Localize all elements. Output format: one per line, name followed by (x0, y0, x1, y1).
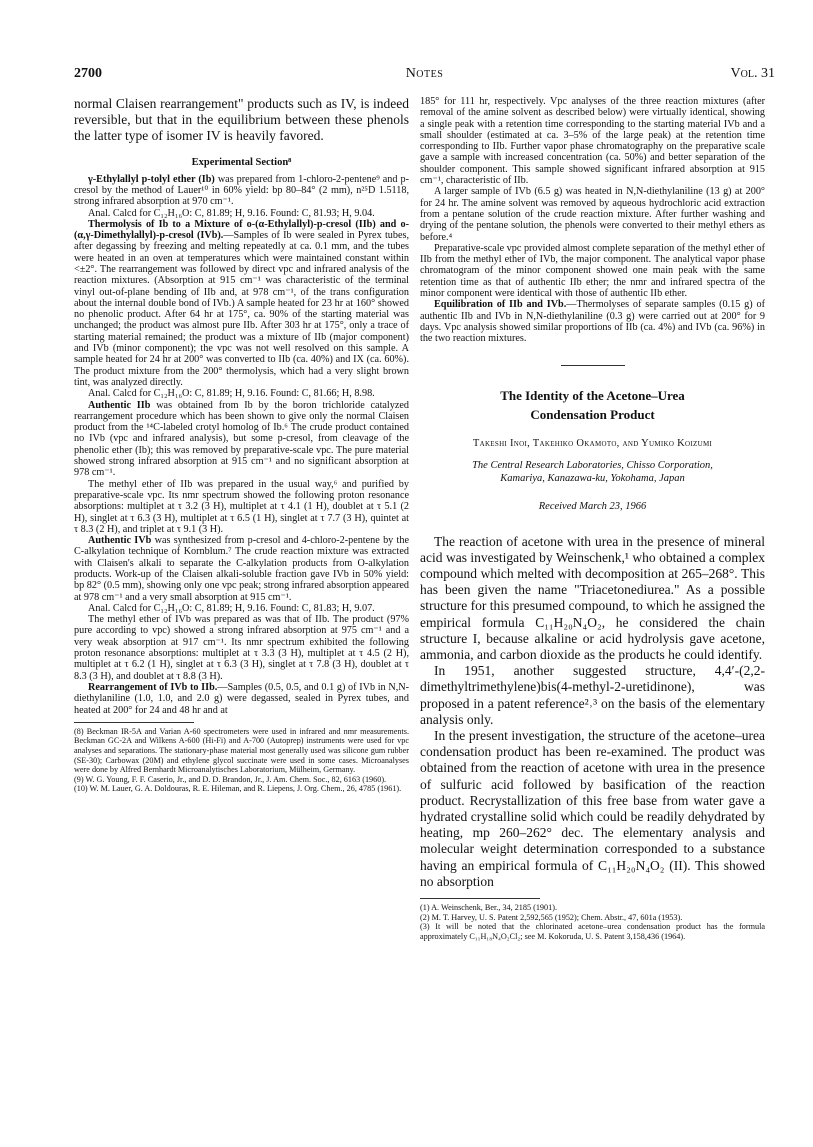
paragraph-methyl-ether-ivb: The methyl ether of IVb was prepared as was that of IIb. The product (97% pure according to vpc) showed a strong infrared absorption at 975 cm⁻¹ and a very weak absorption at 917 cm⁻¹. Its nmr spectrum exhibited the following proton resonance absorptions: multiplet at τ 3.3 (3 H), multiplet at τ 4.5 (2 H), multiplet at τ 6.2 (1 H), singlet at τ 6.3 (3 H), singlet at τ 7.8 (3 H), doublet at τ 8.3 (3 H), and doublet at τ 8.8 (3 H). (74, 614, 409, 682)
affiliation-line-2: Kamariya, Kanazawa-ku, Yokohama, Japan (500, 472, 685, 484)
paragraph-title: Thermolysis of Ib to a Mixture of o-(α-Ethylallyl)-p-cresol (IIb) and o-(α,γ-Dimethylallyl)-p-cresol (IVb). (74, 218, 409, 242)
section-name: Notes (405, 66, 444, 81)
body-paragraph-1: The reaction of acetone with urea in the presence of mineral acid was investigated by Weinschenk,¹ who obtained a complex compound which melted with decomposition at 265–268°. This has been given the name "Triacetonediurea." As a possible structure for this presumed compound, to which he assigned the empirical formula C₁₁H₂₀N₄O₂, he considered the chain structure I, because alkaline or acid hydrolysis gave acetone, ammonia, and carbon dioxide as the products he could identify. (420, 533, 765, 662)
right-column (420, 96, 765, 941)
article-divider (561, 365, 625, 366)
volume-label: Vol. 31 (730, 66, 775, 81)
page-number: 2700 (74, 66, 102, 81)
paragraph-body: was synthesized from p-cresol and 4-chloro-2-pentene by the C-alkylation technique of Kornblum.⁷ The crude reaction mixture was extracted with Claisen's alkali to separate the C-alkylation products from O-alkylation products. Work-up of the Claisen alkali-soluble fraction gave IVb in 50% yield: bp 82° (0.5 mm), showing only one vpc peak; strong infrared absorption appeared at 978 cm⁻¹ and a very small absorption at 915 cm⁻¹. (74, 535, 409, 603)
paragraph-methyl-ether-iib: The methyl ether of IIb was prepared in the usual way,⁶ and purified by preparative-scale vpc. Its nmr spectrum showed the following proton resonance absorptions: multiplet at τ 3.2 (3 H), multiplet at τ 4.1 (1 H), doublet at τ 5.1 (2 H), singlet at τ 6.3 (3 H), multiplet at τ 6.5 (1 H), singlet at τ 7.7 (3 H), quintet at τ 8.3 (2 H), and triplet at τ 9.1 (3 H). (74, 478, 409, 535)
article-title-line-1: The Identity of the Acetone–Urea (500, 387, 685, 403)
paragraph-authentic-ivb (74, 535, 409, 603)
paragraph-authentic-iib (74, 400, 409, 479)
paragraph-title: Authentic IIb (88, 399, 151, 411)
article-title-line-2: Condensation Product (530, 406, 655, 422)
paragraph-body: was obtained from Ib by the boron trichloride catalyzed rearrangement procedure which has been shown to give only the normal Claisen product from the ¹⁴C-labeled crotyl homolog of Ib.⁶ The crude product contained no IVb (vpc and infrared analysis), but some p-cresol, from cleavage of the phenolic ether (Ib); this was removed by preparative-scale vpc. The pure material showed strong infrared absorption at 915 cm⁻¹ and no significant absorption at 978 cm⁻¹. (74, 399, 409, 479)
footnote-10: (10) W. M. Lauer, G. A. Doldouras, R. E. Hileman, and R. Liepens, J. Org. Chem., 26, 4785 (1961). (74, 784, 402, 794)
reference-1: (1) A. Weinschenk, Ber., 34, 2185 (1901). (420, 903, 557, 912)
paragraph-body: —Thermolyses of separate samples (0.15 g) of authentic IIb and IVb in N,N-diethylaniline (0.3 g) were carried out at 200° for 9 days. Vpc analysis showed similar proportions of IIb (ca. 4%) and IVb (ca. 96%) in the two reaction mixtures. (420, 299, 765, 345)
paragraph-equilibration (420, 299, 765, 344)
reference-divider (420, 898, 540, 899)
body-paragraph-2: In 1951, another suggested structure, 4,4′-(2,2-dimethyltrimethylene)bis(4-methyl-2-uretidinone), was proposed in a patent reference²˒³ on the basis of the elementary analysis only. (420, 663, 765, 727)
analysis-ivb: Anal. Calcd for C₁₂H₁₆O: C, 81.89; H, 9.16. Found: C, 81.83; H, 9.07. (88, 602, 375, 614)
paragraph-title: Rearrangement of IVb to IIb. (88, 681, 218, 693)
paragraph-preparative-vpc: Preparative-scale vpc provided almost complete separation of the methyl ether of IIb from the methyl ether of IVb, the major component. The analytical vapor phase chromatogram of the minor component showed one main peak with the same retention time as that of authentic IIb ether; the nmr and infrared spectra of the minor component were identical with those of authentic IIb ether. (420, 242, 765, 300)
running-header (74, 66, 775, 86)
paragraph-title: Equilibration of IIb and IVb. (434, 299, 567, 311)
paragraph-title: γ-Ethylallyl p-tolyl ether (Ib) (88, 173, 215, 185)
body-paragraph-3: In the present investigation, the structure of the acetone–urea condensation product has been re-examined. The product was obtained from the reaction of acetone with urea in the presence of sulfuric acid followed by basification of the reaction product. Recrystallization of this free base from water gave a hydrated crystalline solid which could be readily dehydrated by heating, mp 260–262° dec. The elementary analysis and molecular weight determination corresponded to a substance having an empirical formula of C₁₁H₂₀N₄O₂ (II). This showed no absorption (420, 727, 765, 889)
paragraph-larger-sample: A larger sample of IVb (6.5 g) was heated in N,N-diethylaniline (13 g) at 200° for 24 hr. The amine solvent was removed by aqueous hydrochloric acid extraction from a pentane solution of the crude reaction mixture. After further washing and drying of the pentane solution, the phenols were converted to their methyl ethers as before.⁴ (420, 186, 765, 243)
paragraph-rearrangement (74, 682, 409, 716)
article-authors: Takeshi Inoi, Takehiko Okamoto, and Yumiko Koizumi (472, 437, 713, 449)
paragraph-body: was prepared from 1-chloro-2-pentene⁹ and p-cresol by the method of Lauer¹⁰ in 60% yield: bp 80–84° (2 mm), n²⁵D 1.5118, strong infrared absorption at 970 cm⁻¹. (74, 173, 409, 208)
paragraph-body: —Samples of Ib were sealed in Pyrex tubes, after degassing by freezing and melting repeatedly at ca. 0.1 mm, and the tubes were heated in an oven at temperatures which were maintained constant within <±2°. The rearrangement was followed by direct vpc and infrared analysis of the reaction mixtures. (Absorption at 915 cm⁻¹ was characteristic of the terminal vinyl out-of-plane bending of IIb and, at 978 cm⁻¹, of the trans configuration about the internal double bond of IVb.) A sample heated for 23 hr at 160° showed no phenolic product. After 64 hr at 175°, ca. 90% of the starting material was unchanged; the product was almost pure IIb. After 303 hr at 175°, only a trace of starting material remained; the product was a mixture of IIb (major component) and IVb (minor component); the vpc was not well resolved on this sample. A sample heated for 24 hr at 200° was converted to IIb (ca. 40%) and IX (ca. 60%). The product mixture from the 200° thermolysis, which had a very slight brown tint, was analyzed directly. (74, 230, 409, 388)
analysis-thermolysis: Anal. Calcd for C₁₂H₁₆O: C, 81.89; H, 9.16. Found: C, 81.66; H, 8.98. (88, 388, 375, 400)
analysis-ib: Anal. Calcd for C₁₂H₁₆O: C, 81.89; H, 9.16. Found: C, 81.93; H, 9.04. (88, 207, 375, 219)
affiliation-line-1: The Central Research Laboratories, Chisso Corporation, (472, 459, 713, 471)
left-column (74, 96, 409, 794)
paragraph-ib-prep (74, 174, 409, 208)
paragraph-body: —Samples (0.5, 0.5, and 0.1 g) of IVb in N,N-diethylaniline (1.0, 1.0, and 2.0 g) were degassed, sealed in Pyrex tubes, and heated at 200° for 24 and 48 hr and at (74, 681, 409, 716)
intro-paragraph: normal Claisen rearrangement" products such as IV, is indeed reversible, but that in the equilibrium between these phenols the latter type of isomer IV is heavily favored. (74, 96, 409, 144)
paragraph-thermolysis (74, 219, 409, 388)
reference-3: (3) It will be noted that the chlorinated acetone–urea condensation product has the formula approximately C₁₁H₁₈N₄O₂Cl₂; see M. Kokoruda, U. S. Patent 3,158,436 (1964). (420, 922, 765, 941)
experimental-heading: Experimental Section⁸ (191, 156, 292, 168)
reference-2: (2) M. T. Harvey, U. S. Patent 2,592,565 (1952); Chem. Abstr., 47, 601a (1953). (420, 912, 683, 922)
footnote-9: (9) W. G. Young, F. F. Caserio, Jr., and D. D. Brandon, Jr., J. Am. Chem. Soc., 82, 6163 (1960). (74, 774, 387, 784)
paragraph-continued: 185° for 111 hr, respectively. Vpc analyses of the three reaction mixtures (after removal of the amine solvent as described below) were virtually identical, showing a single peak with a retention time corresponding to the starting material IVb and a small shoulder (estimated at ca. 3–5% of the large peak) at the retention time corresponding to IIb. Further vapor phase chromatography on the preparative scale gave a sample with increased concentration (ca. 50%) and better separation of the shoulder component. This sample showed significant infrared absorption at 915 cm⁻¹, characteristic of IIb. (420, 96, 765, 187)
footnote-8: (8) Beckman IR-5A and Varian A-60 spectrometers were used in infrared and nmr measurements. Beckman GC-2A and Wilkens A-600 (Hi-Fi) and A-700 (Autoprep) instruments were used for vpc analyses and separations. The stationary-phase material most generally used was silicone gum rubber (SE-30); Carbowax (20M) and ethylene glycol succinate were used in some cases. Microanalyses were done by Alfred Bernhardt Microanalytisches Laboratorium, Mülheim, Germany. (74, 726, 409, 775)
footnote-divider (74, 722, 194, 723)
paragraph-title: Authentic IVb (88, 535, 152, 547)
received-date: Received March 23, 1966 (538, 500, 647, 512)
